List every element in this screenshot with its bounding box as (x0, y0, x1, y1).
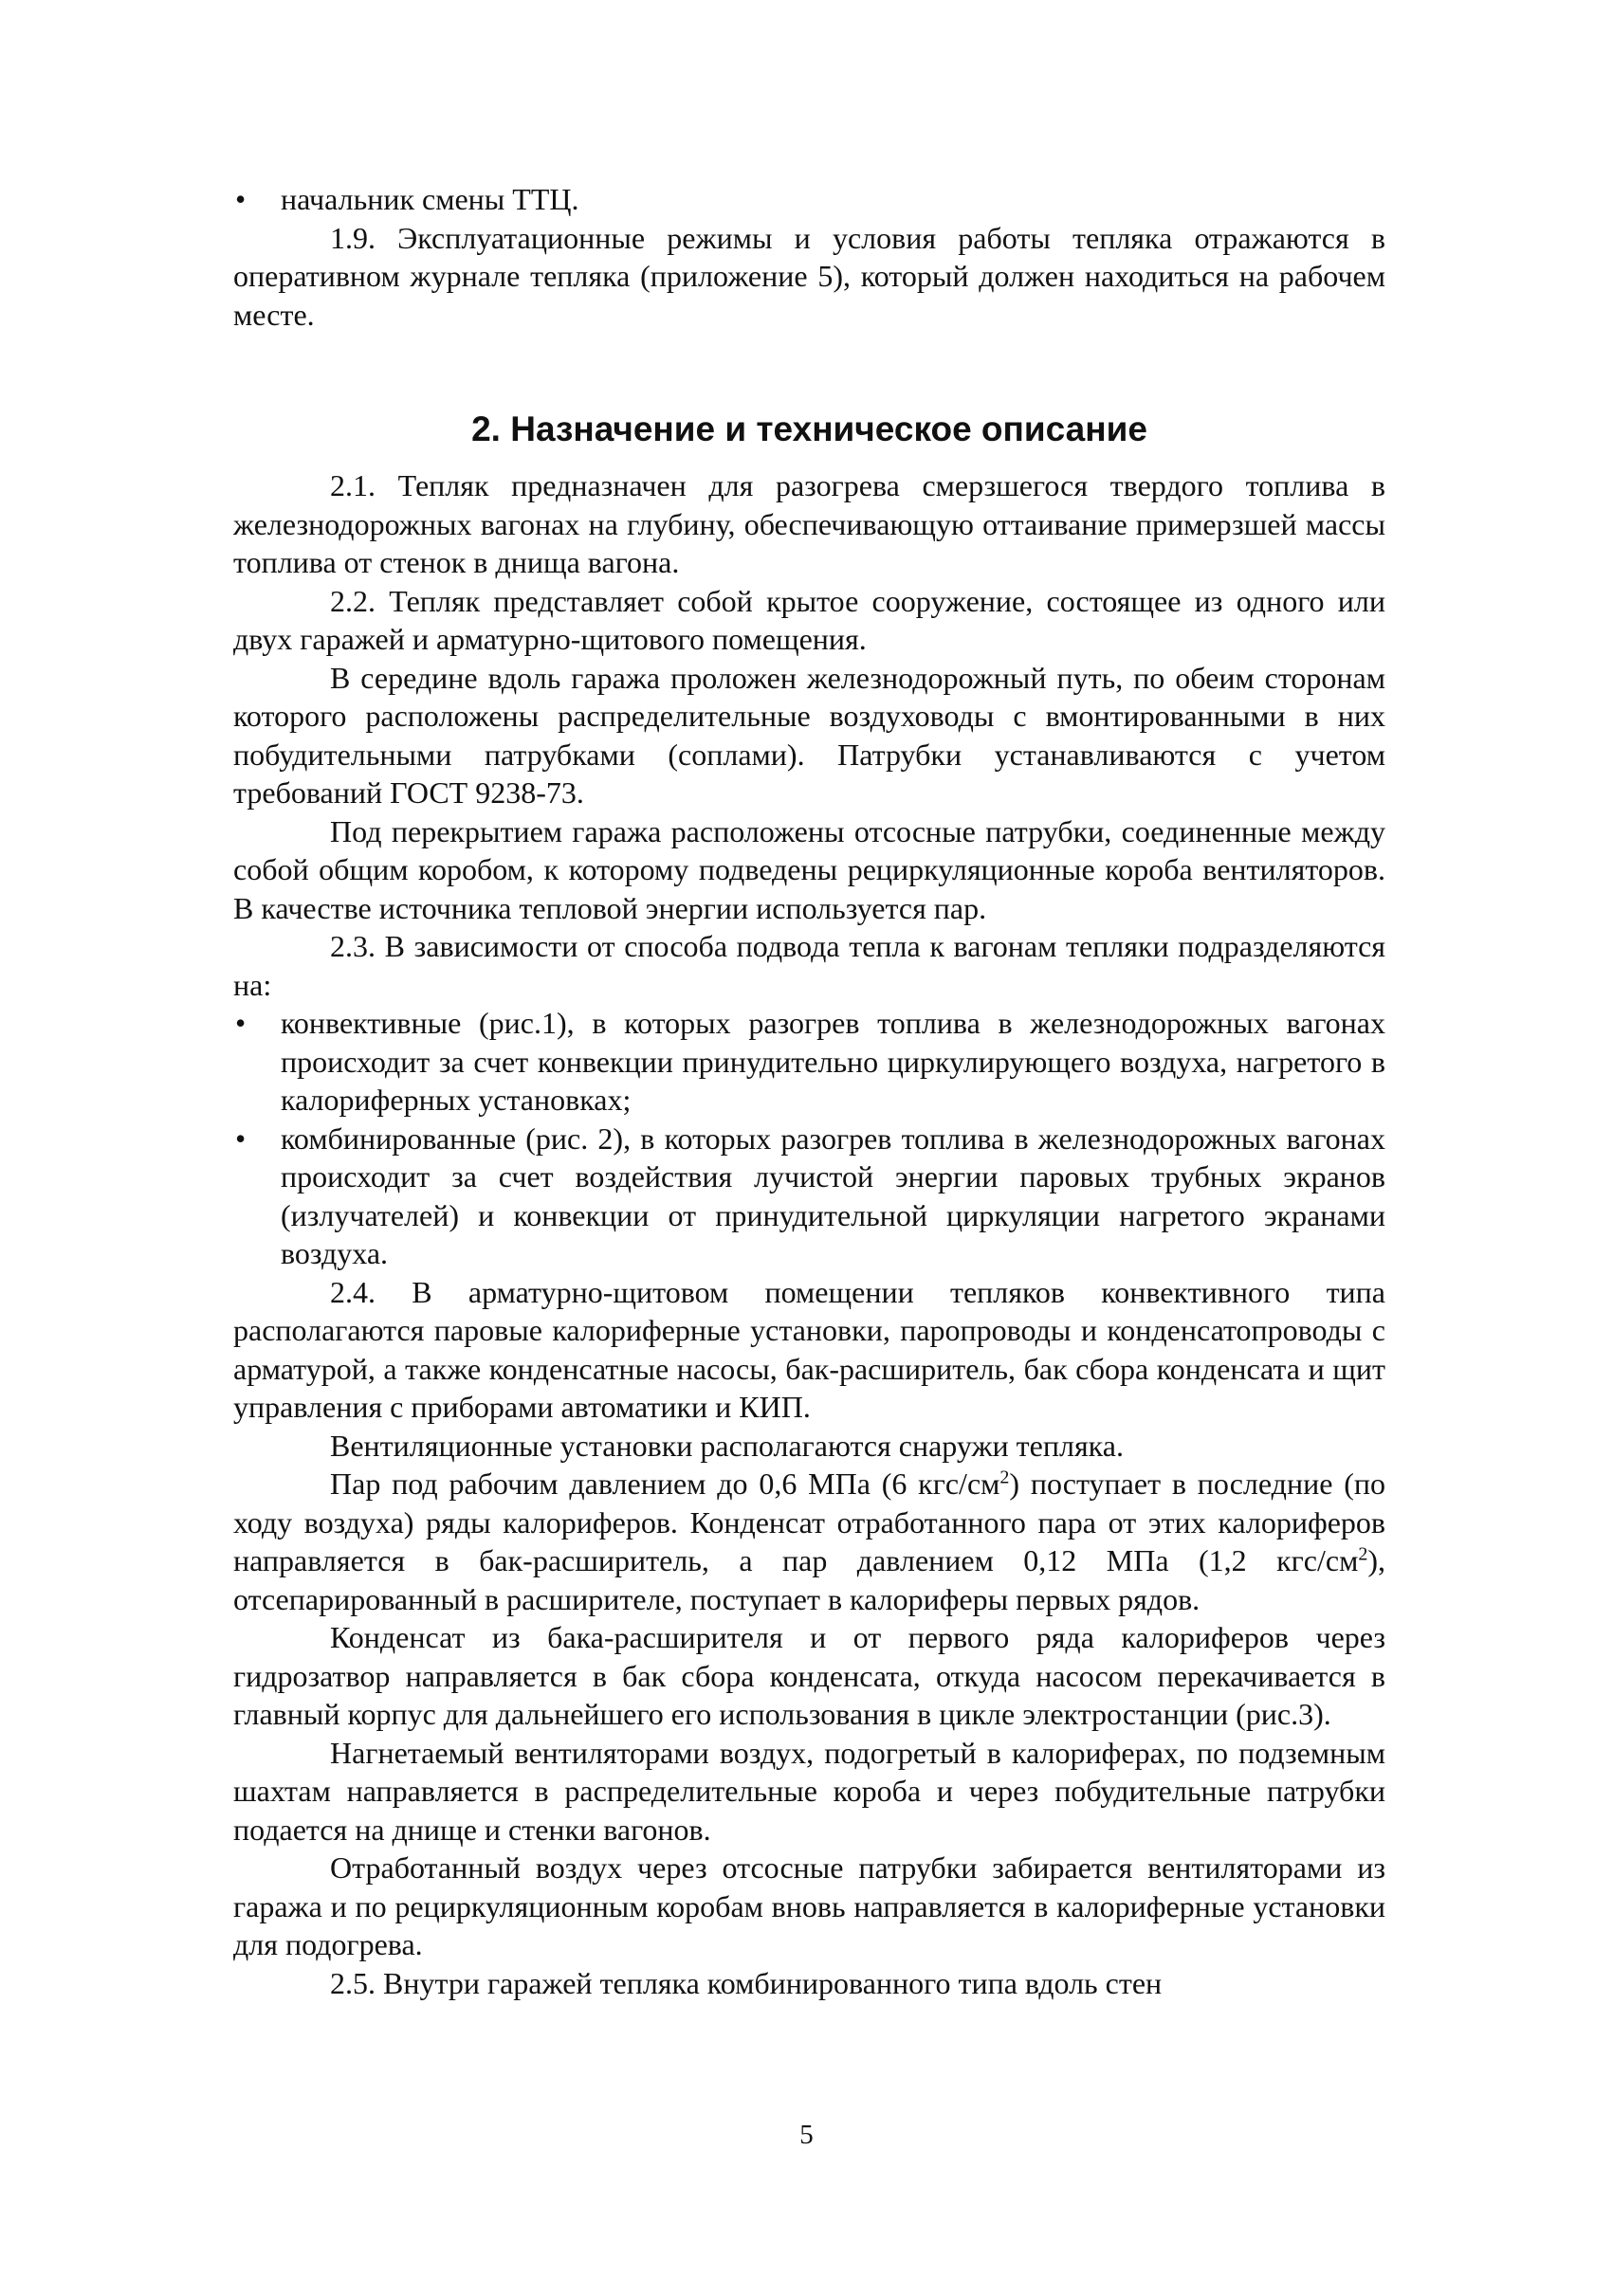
paragraph-roof-nozzles: Под перекрытием гаража расположены отсосные патрубки, соединенные между собой общим коробом, к которому подведены рециркуляционные короба вентиляторов. В качестве источника тепловой энергии используется пар. (233, 813, 1385, 925)
bullet-icon: • (235, 1006, 247, 1040)
paragraph-condensate: Конденсат из бака-расширителя и от первого ряда калориферов через гидрозатвор направляется в бак сбора конденсата, откуда насосом перекачивается в главный корпус для дальнейшего его использования в цикле электростанции (рис.3). (233, 1620, 1385, 1731)
section-heading: 2. Назначение и техническое описание (471, 410, 1147, 448)
paragraph-2-5: 2.5. Внутри гаражей тепляка комбинированного типа вдоль стен (330, 1965, 1163, 2000)
paragraph-2-3: 2.3. В зависимости от способа подвода тепла к вагонам тепляки подразделяются на: (233, 929, 1385, 1002)
bullet-icon: • (235, 1121, 247, 1156)
paragraph-exhaust: Отработанный воздух через отсосные патрубки забирается вентиляторами из гаража и по рециркуляционным коробам вновь направляется в калориферные установки для подогрева. (233, 1850, 1385, 1961)
steam-text-part-2: ) поступает в последние (по ходу воздуха) ряды калориферов. Конденсат отработанного пара от этих калориферов направляется в бак-расширитель, а пар давлением 0,12 МПа (1,2 кгс/см (233, 1467, 1385, 1577)
paragraph-2-2: 2.2. Тепляк представляет собой крытое сооружение, состоящее из одного или двух гаражей и арматурно-щитового помещения. (233, 583, 1385, 656)
list-item-text: комбинированные (рис. 2), в которых разогрев топлива в железнодорожных вагонах происходит за счет воздействия лучистой энергии паровых трубных экранов (излучателей) и конвекции от принудительной циркуляции нагретого экранами воздуха. (281, 1121, 1385, 1270)
paragraph-2-1: 2.1. Тепляк предназначен для разогрева смерзшегося твердого топлива в железнодорожных вагонах на глубину, обеспечивающую оттаивание примерзшей массы топлива от стенок в днища вагона. (233, 468, 1385, 579)
list-item-text: конвективные (рис.1), в которых разогрев топлива в железнодорожных вагонах происходит за счет конвекции принудительно циркулирующего воздуха, нагретого в калориферных установках; (281, 1006, 1385, 1117)
list-item (233, 180, 1385, 219)
paragraph-middle-track: В середине вдоль гаража проложен железнодорожный путь, по обеим сторонам которого расположены распределительные воздуховоды с вмонтированными в них побудительными патрубками (соплами). Патрубки устанавливаются с учетом требований ГОСТ 9238-73. (233, 660, 1385, 810)
list-item (233, 1120, 1385, 1273)
top-text-block (233, 180, 1385, 334)
paragraph-ventilation: Вентиляционные установки располагаются снаружи тепляка. (330, 1428, 1124, 1463)
superscript: 2 (999, 1467, 1010, 1488)
list-item (233, 1004, 1385, 1120)
paragraph-steam (233, 1465, 1385, 1618)
paragraph-2-4: 2.4. В арматурно-щитовом помещении тепляков конвективного типа располагаются паровые калориферные установки, паропроводы и конденсатопроводы с арматурой, а также конденсатные насосы, бак-расширитель, бак сбора конденсата и щит управления с приборами автоматики и КИП. (233, 1274, 1385, 1424)
bullet-icon: • (235, 182, 247, 216)
superscript: 2 (1358, 1543, 1368, 1565)
steam-text-part-1: Пар под рабочим давлением до 0,6 МПа (6 кгс/см (330, 1467, 1000, 1501)
paragraph-air: Нагнетаемый вентиляторами воздух, подогретый в калориферах, по подземным шахтам направляется в распределительные короба и через побудительные патрубки подается на днище и стенки вагонов. (233, 1735, 1385, 1847)
page-number: 5 (799, 2120, 814, 2150)
list-item-text: начальник смены ТТЦ. (281, 182, 579, 216)
paragraph-1-9: 1.9. Эксплуатационные режимы и условия работы тепляка отражаются в оперативном журнале тепляка (приложение 5), который должен находиться на рабочем месте. (233, 220, 1385, 332)
steam-text-part-3: ), отсепарированный в расширителе, поступает в калориферы первых рядов. (233, 1543, 1385, 1616)
body-text-block (233, 466, 1385, 2002)
